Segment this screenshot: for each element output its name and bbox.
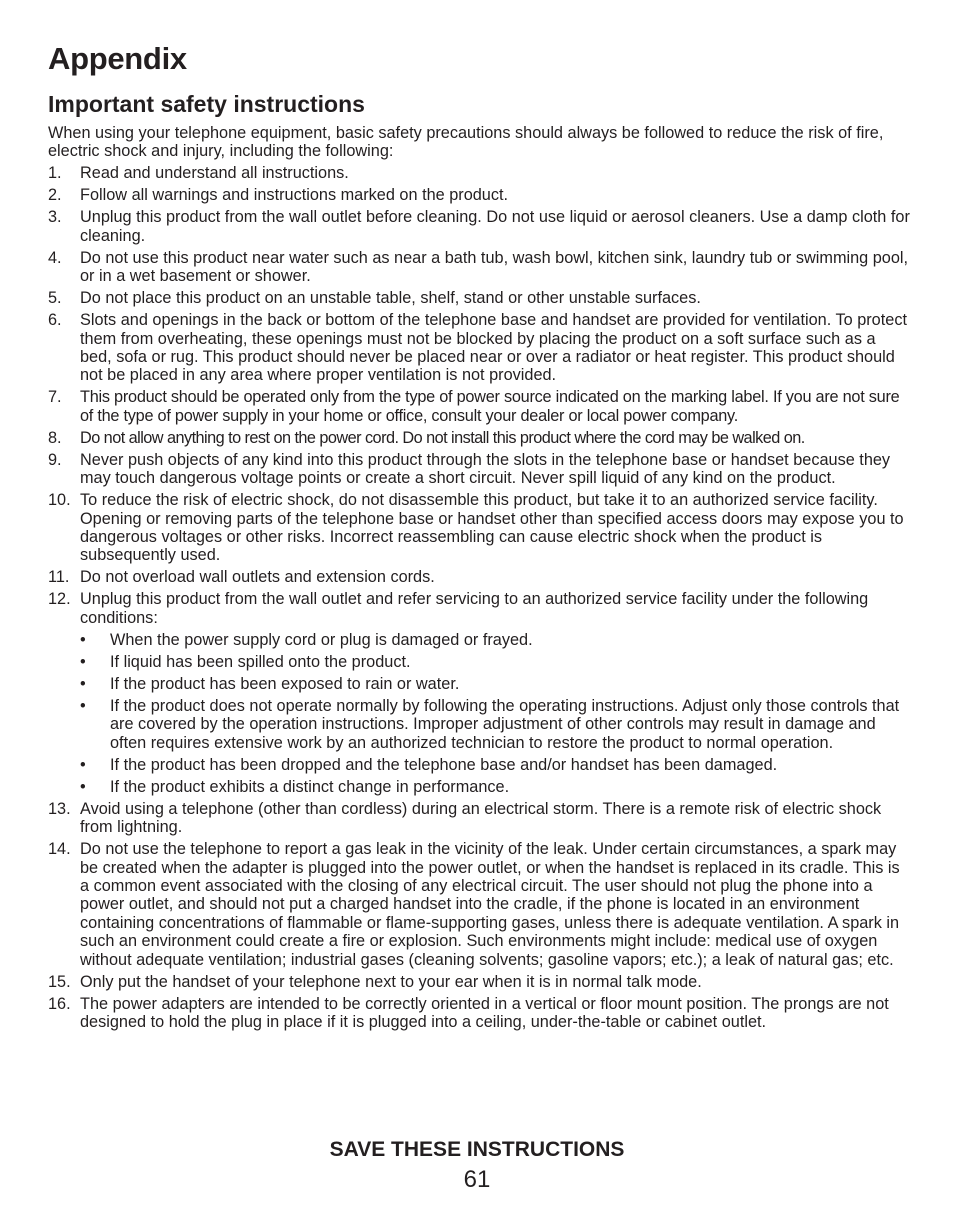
bullet-icon: • xyxy=(80,777,86,796)
item-number: 1. xyxy=(48,164,62,183)
save-instructions-footer: SAVE THESE INSTRUCTIONS xyxy=(329,1138,625,1161)
list-item xyxy=(48,840,910,969)
item-text: Unplug this product from the wall outlet before cleaning. Do not use liquid or aerosol cleaners. Use a damp cloth for cleaning. xyxy=(80,208,910,245)
item-text: Only put the handset of your telephone next to your ear when it is in normal talk mode. xyxy=(80,972,702,991)
item-text: The power adapters are intended to be correctly oriented in a vertical or floor mount position. The prongs are not designed to hold the plug in place if it is plugged into a ceiling, under-the-table or cabinet outlet. xyxy=(80,994,889,1031)
item-text: Never push objects of any kind into this product through the slots in the telephone base or handset because they may touch dangerous voltage points or create a short circuit. Never spill liquid of any kind on the product. xyxy=(80,450,891,488)
bullet-text: If the product has been exposed to rain or water. xyxy=(110,674,460,693)
item-number: 6. xyxy=(48,311,62,330)
item-text: Do not allow anything to rest on the power cord. Do not install this product where the cord may be walked on. xyxy=(80,428,805,447)
list-item xyxy=(48,995,910,1032)
bullet-text: If the product does not operate normally by following the operating instructions. Adjust only those controls that are covered by the operation instructions. Improper adjustment of other controls may result in damage and often requires extensive work by an authorized technician to restore the product to normal operation. xyxy=(110,696,900,752)
item-number: 13. xyxy=(48,799,71,818)
bullet-text: If the product exhibits a distinct change in performance. xyxy=(110,777,510,796)
list-item xyxy=(48,429,910,447)
item-text: Avoid using a telephone (other than cordless) during an electrical storm. There is a remote risk of electric shock from lightning. xyxy=(80,799,882,837)
list-item xyxy=(48,289,910,307)
item-number: 8. xyxy=(48,428,62,447)
bullet-item xyxy=(80,756,910,774)
item-text: Do not use this product near water such as near a bath tub, wash bowl, kitchen sink, laundry tub or swimming pool, or in a wet basement or shower. xyxy=(80,248,909,286)
item-text: Do not overload wall outlets and extension cords. xyxy=(80,568,435,587)
item-number: 12. xyxy=(48,590,71,609)
bullet-item xyxy=(80,653,910,671)
list-item xyxy=(48,451,910,488)
item-number: 10. xyxy=(48,491,71,510)
bullet-icon: • xyxy=(80,674,86,693)
list-item xyxy=(48,186,910,204)
item-text: Do not place this product on an unstable table, shelf, stand or other unstable surfaces. xyxy=(80,289,701,308)
item-number: 3. xyxy=(48,208,62,227)
list-item xyxy=(48,249,910,286)
item-text: Do not use the telephone to report a gas leak in the vicinity of the leak. Under certain circumstances, a spark may be created when the adapter is plugged into the power outlet, or when the handset is replaced in its cradle. This is a common event associated with the closing of any electrical circuit. The user should not plug the phone into a power outlet, and should not put a charged handset into the cradle, if the phone is located in an environment containing concentrations of flammable or flame-supporting gases, unless there is adequate ventilation. A spark in such an environment could create a fire or explosion. Such environments might include: medical use of oxygen without adequate ventilation; industrial gases (cleaning solvents; gasoline vapors; etc.); a leak of natural gas; etc. xyxy=(80,840,900,969)
item-text: Unplug this product from the wall outlet and refer servicing to an authorized service facility under the following conditions: xyxy=(80,590,869,627)
item-number: 11. xyxy=(48,568,70,587)
item-number: 2. xyxy=(48,186,62,205)
item-number: 4. xyxy=(48,248,62,267)
bullet-item xyxy=(80,675,910,693)
bullet-item xyxy=(80,778,910,796)
section-heading: Important safety instructions xyxy=(48,91,365,117)
item-text: Read and understand all instructions. xyxy=(80,164,349,183)
item-text: Slots and openings in the back or bottom of the telephone base and handset are provided for ventilation. To protect them from overheating, these openings must not be blocked by placing the product on a soft surface such as a bed, sofa or rug. This product should never be placed near or over a radiator or heat register. This product should not be placed in any area where proper ventilation is not provided. xyxy=(80,311,907,385)
page-title: Appendix xyxy=(48,41,187,76)
list-item xyxy=(48,164,910,182)
list-item xyxy=(48,491,910,565)
intro-paragraph: When using your telephone equipment, basic safety precautions should always be followed to reduce the risk of fire, electric shock and injury, including the following: xyxy=(48,124,884,161)
item-text: To reduce the risk of electric shock, do not disassemble this product, but take it to an authorized service facility. Opening or removing parts of the telephone base or handset other than specified access doors may expose you to dangerous voltages or other risks. Incorrect reassembling can cause electric shock when the product is subsequently used. xyxy=(80,491,904,565)
conditions-bullet-list xyxy=(80,631,910,796)
list-item xyxy=(48,800,910,837)
item-number: 5. xyxy=(48,289,62,308)
bullet-text: If liquid has been spilled onto the product. xyxy=(110,652,411,671)
item-number: 14. xyxy=(48,840,71,859)
bullet-text: If the product has been dropped and the telephone base and/or handset has been damaged. xyxy=(110,755,778,774)
item-number: 7. xyxy=(48,388,62,407)
item-text: This product should be operated only from the type of power source indicated on the marking label. If you are not sure of the type of power supply in your home or office, consult your dealer or local power company. xyxy=(80,388,900,425)
list-item xyxy=(48,590,910,796)
page-number: 61 xyxy=(463,1166,491,1193)
bullet-text: When the power supply cord or plug is damaged or frayed. xyxy=(110,630,533,649)
bullet-icon: • xyxy=(80,630,86,649)
list-item xyxy=(48,311,910,385)
item-text: Follow all warnings and instructions marked on the product. xyxy=(80,186,509,205)
list-item xyxy=(48,973,910,991)
bullet-icon: • xyxy=(80,696,86,715)
safety-instructions-list xyxy=(48,164,910,1031)
bullet-item xyxy=(80,631,910,649)
item-number: 9. xyxy=(48,450,62,469)
bullet-icon: • xyxy=(80,652,86,671)
bullet-icon: • xyxy=(80,755,86,774)
list-item xyxy=(48,388,910,425)
page-content xyxy=(48,40,910,1031)
list-item xyxy=(48,568,910,586)
item-number: 15. xyxy=(48,972,71,991)
bullet-item xyxy=(80,697,910,752)
item-number: 16. xyxy=(48,994,71,1013)
list-item xyxy=(48,208,910,245)
